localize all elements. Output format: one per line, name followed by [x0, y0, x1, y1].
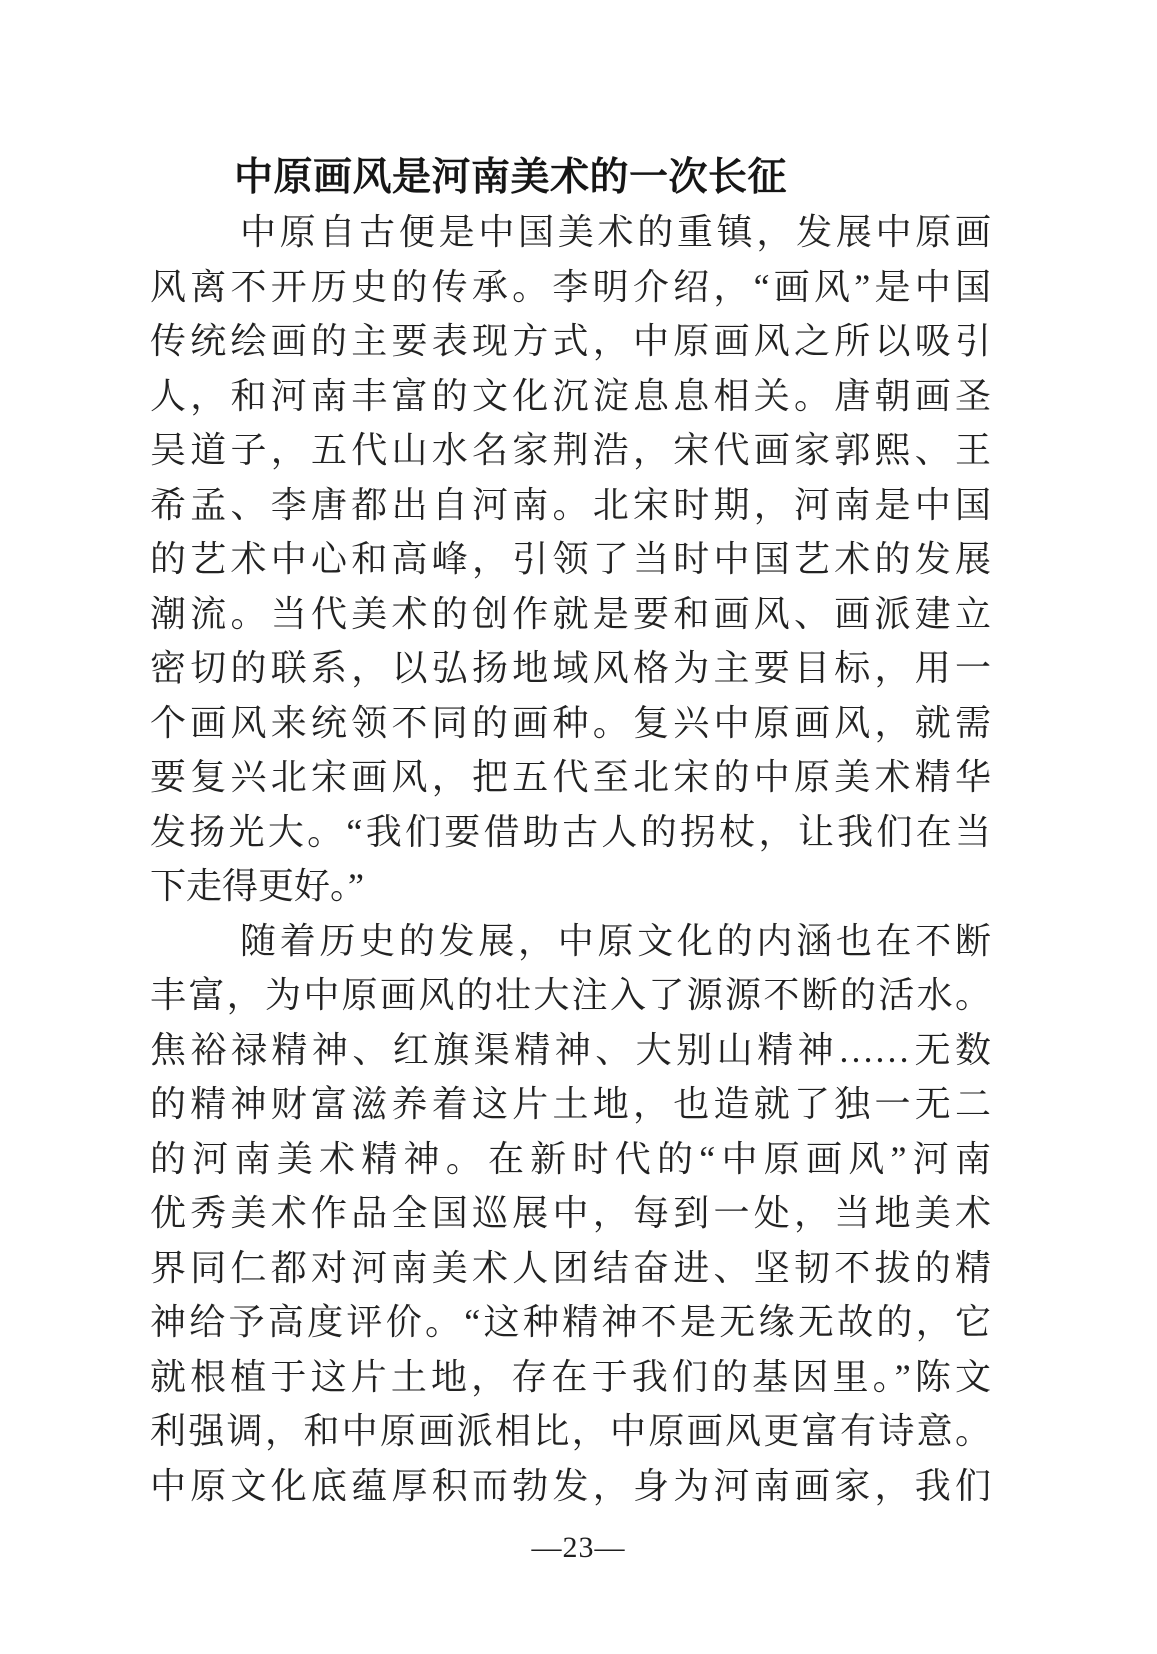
article-body — [150, 150, 991, 1513]
page-number: —23— — [531, 1531, 626, 1564]
text-line: 优秀美术作品全国巡展中，每到一处，当地美术 — [150, 1193, 991, 1233]
text-line: 风离不开历史的传承。李明介绍，“画风”是中国 — [150, 266, 991, 307]
text-line: 的艺术中心和高峰，引领了当时中国艺术的发展 — [150, 539, 991, 579]
text-line: 利强调，和中原画派相比，中原画风更富有诗意。 — [150, 1411, 991, 1451]
text-line: 焦裕禄精神、红旗渠精神、大别山精神……无数 — [150, 1029, 991, 1070]
text-line: 密切的联系，以弘扬地域风格为主要目标，用一 — [150, 648, 991, 688]
text-line: 中原自古便是中国美术的重镇，发展中原画 — [240, 212, 991, 252]
text-line: 丰富，为中原画风的壮大注入了源源不断的活水。 — [150, 975, 991, 1015]
text-line: 传统绘画的主要表现方式，中原画风之所以吸引 — [150, 321, 991, 361]
text-line: 神给予高度评价。“这种精神不是无缘无故的，它 — [150, 1302, 991, 1342]
text-line: 个画风来统领不同的画种。复兴中原画风，就需 — [150, 702, 991, 743]
text-line: 的河南美术精神。在新时代的“中原画风”河南 — [150, 1138, 991, 1179]
text-line: 吴道子，五代山水名家荆浩，宋代画家郭熙、王 — [150, 430, 991, 470]
text-line: 界同仁都对河南美术人团结奋进、坚韧不拔的精 — [150, 1247, 991, 1288]
text-line: 人，和河南丰富的文化沉淀息息相关。唐朝画圣 — [150, 375, 991, 416]
text-line: 中原文化底蕴厚积而勃发，身为河南画家，我们 — [150, 1465, 991, 1506]
article-title: 中原画风是河南美术的一次长征 — [234, 156, 788, 199]
text-line: 要复兴北宋画风，把五代至北宋的中原美术精华 — [150, 757, 991, 797]
text-line: 潮流。当代美术的创作就是要和画风、画派建立 — [150, 593, 991, 634]
text-line: 下走得更好。” — [150, 866, 364, 906]
text-line: 随着历史的发展，中原文化的内涵也在不断 — [240, 920, 991, 961]
text-line: 发扬光大。“我们要借助古人的拐杖，让我们在当 — [150, 811, 991, 852]
text-line: 的精神财富滋养着这片土地，也造就了独一无二 — [150, 1084, 991, 1124]
text-line: 就根植于这片土地，存在于我们的基因里。”陈文 — [150, 1356, 991, 1397]
text-line: 希孟、李唐都出自河南。北宋时期，河南是中国 — [150, 484, 991, 525]
